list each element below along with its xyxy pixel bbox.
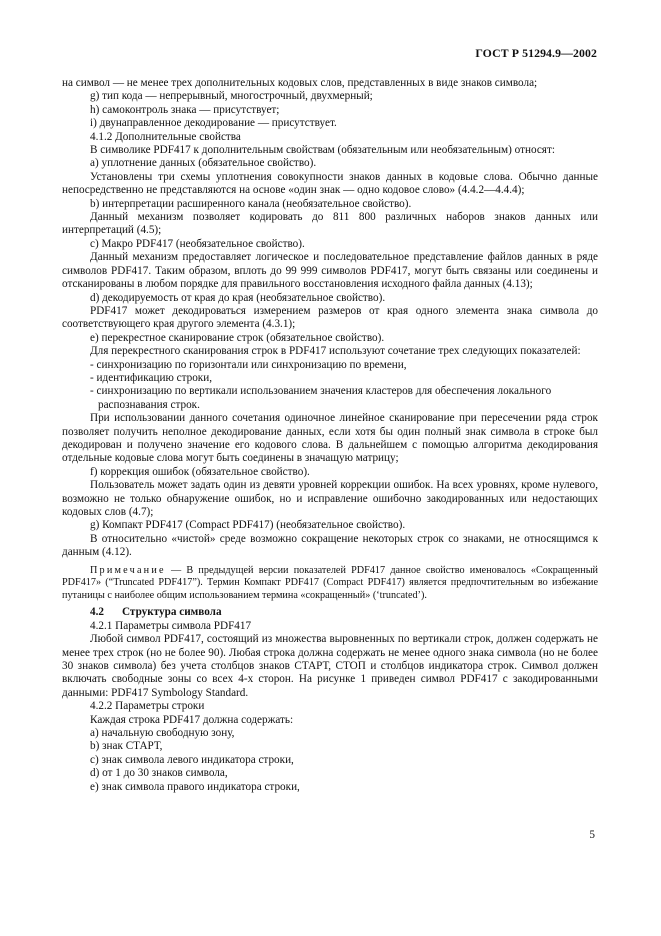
paragraph: b) интерпретации расширенного канала (необязательное свойство). xyxy=(90,197,412,210)
paragraph: Установлены три схемы уплотнения совокупности знаков данных в кодовые слова. Обычно данные непосредственно не представляются на основе «один знак — одно кодовое слово» (4.4.2—4.4.4); xyxy=(62,170,598,197)
paragraph: Для перекрестного сканирования строк в PDF417 используют сочетание трех следующих показателей: xyxy=(90,345,581,358)
paragraph: - синхронизацию по горизонтали или синхронизацию по времени, xyxy=(90,358,407,371)
paragraph: е) знак символа правого индикатора строки, xyxy=(90,780,300,793)
paragraph: g) тип кода — непрерывный, многострочный, двухмерный; xyxy=(90,90,373,103)
paragraph: Данный механизм предоставляет логическое и последовательное представление файлов данных в ряде символов PDF417. Таким образом, вплоть до 99 999 символов PDF417, могут быть связаны или соединены и отсканированы в любом порядке для правильного восстановления исходного файла данных (4.13); xyxy=(62,251,598,291)
paragraphs-block-1 xyxy=(62,77,598,560)
paragraph: - идентификацию строки, xyxy=(90,371,213,384)
paragraph: d) от 1 до 30 знаков символа, xyxy=(90,767,228,780)
paragraph: d) декодируемость от края до края (необязательное свойство). xyxy=(90,291,386,304)
page-number: 5 xyxy=(589,829,595,841)
paragraph: распознавания строк. xyxy=(98,398,200,411)
paragraph: i) двунаправленное декодирование — присутствует. xyxy=(90,117,337,130)
section-heading xyxy=(62,606,598,619)
paragraph: Любой символ PDF417, состоящий из множества выровненных по вертикали строк, должен содержать не менее трех строк (но не более 90). Любая строка должна содержать не менее одного знака символа (но не более 30 знаков символа) без учета столбцов знаков СТАРТ, СТОП и столбцов индикатора строк. Символ должен включать свободные зоны со всех 4-х сторон. На рисунке 1 приведен символ PDF417 с закодированными данными: PDF417 Symbology Standard. xyxy=(62,633,598,699)
paragraph: Пользователь может задать один из девяти уровней коррекции ошибок. На всех уровнях, кроме нулевого, возможно не только обнаружение ошибок, но и исправление ошибочно закодированных или недостающих кодовых слов (4.7); xyxy=(62,479,598,518)
paragraph: 4.2.1 Параметры символа PDF417 xyxy=(90,619,252,632)
paragraph: 4.2.2 Параметры строки xyxy=(90,700,205,713)
paragraphs-block-2 xyxy=(62,620,598,794)
paragraph: а) уплотнение данных (обязательное свойство). xyxy=(90,157,317,170)
paragraph: b) знак СТАРТ, xyxy=(90,740,163,753)
paragraph: 4.1.2 Дополнительные свойства xyxy=(90,130,241,143)
paragraph: с) Макро PDF417 (необязательное свойство). xyxy=(90,237,305,250)
paragraph: В относительно «чистой» среде возможно сокращение некоторых строк со знаками, не относящимся к данным (4.12). xyxy=(62,532,598,559)
paragraph: В символике PDF417 к дополнительным свойствам (обязательным или необязательным) относят: xyxy=(90,144,555,157)
paragraph: g) Компакт PDF417 (Compact PDF417) (необязательное свойство). xyxy=(90,519,406,532)
section-title: Структура символа xyxy=(122,606,222,619)
paragraph: на символ — не менее трех дополнительных кодовых слов, представленных в виде знаков символа; xyxy=(62,77,538,89)
paragraph: Каждая строка PDF417 должна содержать: xyxy=(90,713,294,726)
document-body xyxy=(62,77,598,794)
note-label: Примечание xyxy=(90,564,166,576)
note-text: — В предыдущей версии показателей PDF417 данное свойство именовалось «Сокращенный PDF417» (“Truncated PDF417”). Термин Компакт PDF417 (Compact PDF417) является предпочтительным во избежание путаницы с наиболее общим использованием термина «сокращенный» (‘truncated’). xyxy=(62,564,598,601)
paragraph: При использовании данного сочетания одиночное линейное сканирование при пересечении ряда строк позволяет получить неполное декодирование данных, если хотя бы один полный знак символа в строке был декодирован и получено значение его кодового слова. В дальнейшем с помощью алгоритма декодирования отдельные кодовые слова могут быть соединены в значащую матрицу; xyxy=(62,412,598,465)
note xyxy=(62,565,598,603)
paragraph: f) коррекция ошибок (обязательное свойство). xyxy=(90,465,310,478)
paragraph: Данный механизм позволяет кодировать до 811 800 различных наборов знаков данных или интерпретаций (4.5); xyxy=(62,211,598,237)
paragraph: h) самоконтроль знака — присутствует; xyxy=(90,103,280,116)
paragraph: - синхронизацию по вертикали использованием значения кластеров для обеспечения локального xyxy=(90,385,552,398)
paragraph: а) начальную свободную зону, xyxy=(90,727,235,740)
section-number: 4.2 xyxy=(90,606,104,619)
document-header: ГОСТ Р 51294.9—2002 xyxy=(475,46,597,60)
paragraph: PDF417 может декодироваться измерением размеров от края одного элемента знака символа до соответствующего края другого элемента (4.3.1); xyxy=(62,304,598,331)
paragraph: с) знак символа левого индикатора строки, xyxy=(90,753,294,766)
paragraph: е) перекрестное сканирование строк (обязательное свойство). xyxy=(90,331,385,344)
